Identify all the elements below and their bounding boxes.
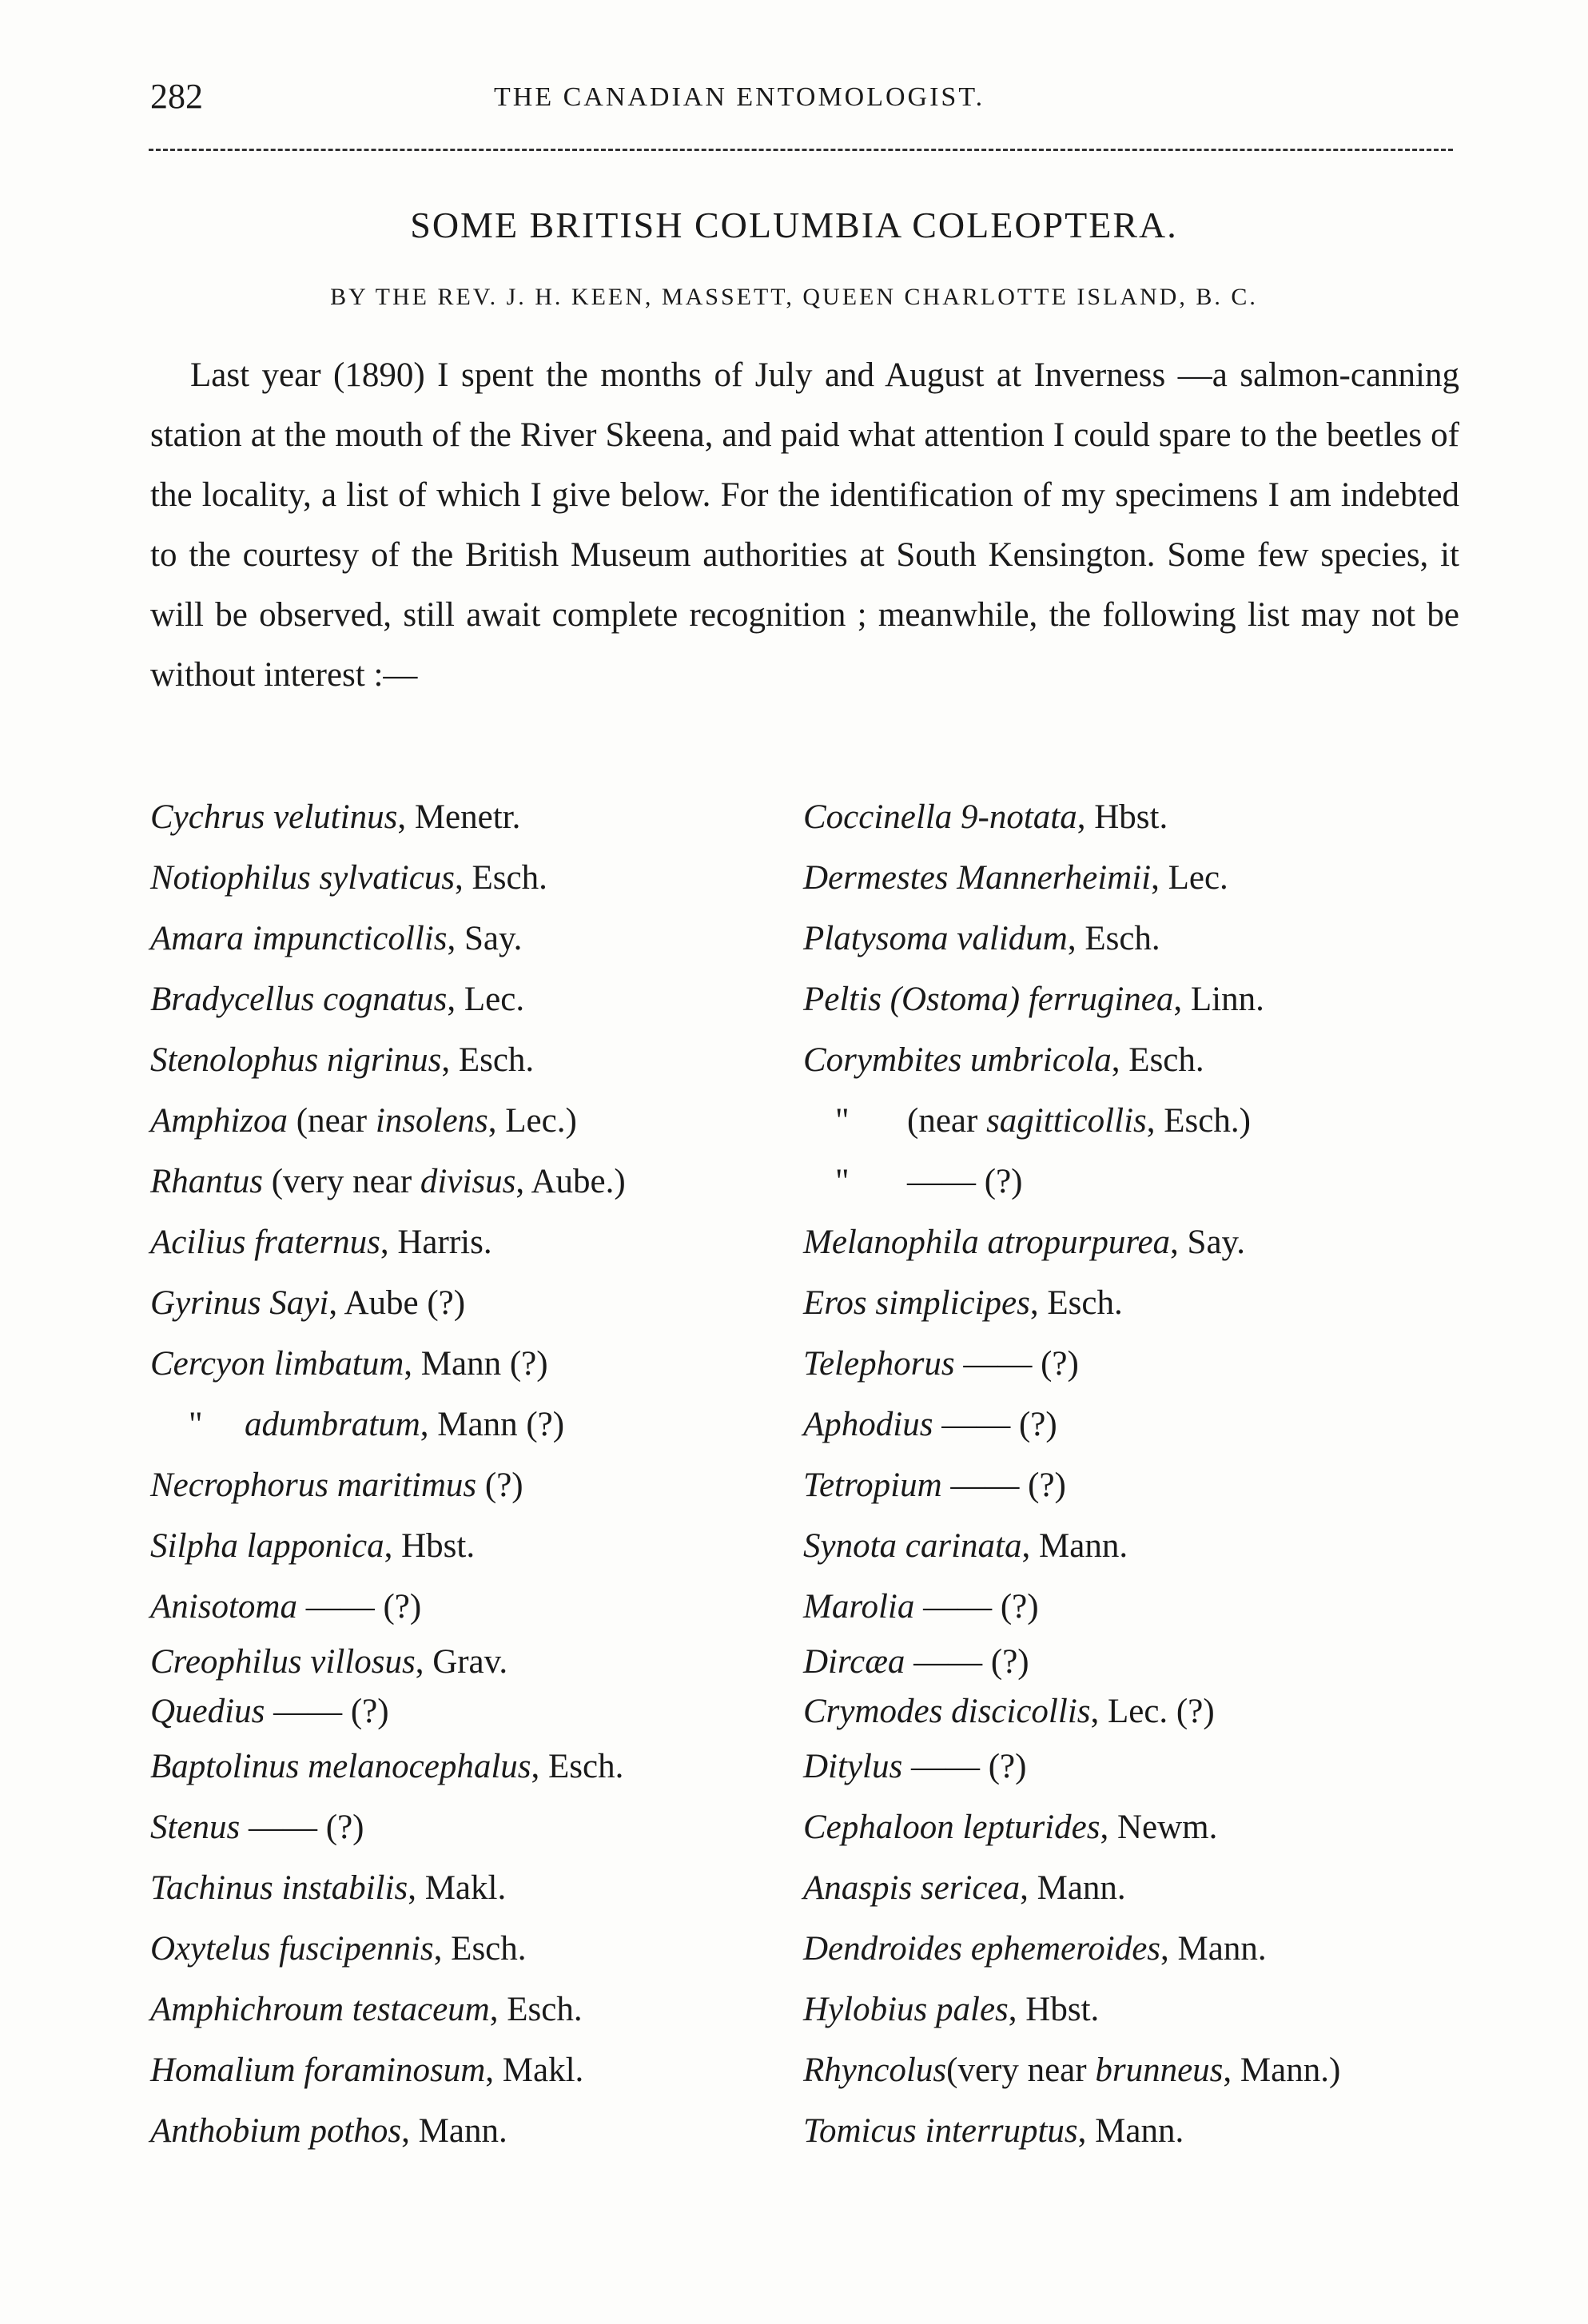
species-name-secondary: divisus <box>420 1163 516 1200</box>
species-name: Anthobium pothos <box>150 2112 402 2150</box>
species-name: Amara impuncticollis <box>150 920 448 957</box>
species-entry <box>150 1577 790 1638</box>
species-entry <box>803 1919 1490 1980</box>
species-name: adumbratum <box>245 1406 420 1443</box>
species-entry <box>803 1334 1490 1395</box>
species-authority: —— (?) <box>240 1809 364 1846</box>
species-name: Hylobius pales <box>803 1991 1009 2028</box>
species-name: Necrophorus maritimus <box>150 1466 477 1504</box>
species-authority-secondary: , Mann.) <box>1223 2051 1341 2089</box>
species-authority: —— (?) <box>902 1748 1027 1785</box>
species-authority: —— (?) <box>933 1406 1057 1443</box>
species-entry <box>150 1334 790 1395</box>
species-entry <box>803 1152 1490 1212</box>
species-name: Telephorus <box>803 1345 955 1383</box>
species-authority: —— (?) <box>297 1588 422 1626</box>
species-authority: , Mann. <box>1160 1930 1267 1968</box>
species-entry <box>803 1273 1490 1334</box>
species-entry <box>150 1152 790 1212</box>
species-name: Dermestes Mannerheimii <box>803 859 1152 897</box>
species-authority: , Mann. <box>1020 1869 1126 1907</box>
species-name: Anisotoma <box>150 1588 297 1626</box>
species-authority: —— (?) <box>941 1466 1066 1504</box>
species-name-secondary: sagitticollis <box>986 1102 1147 1140</box>
species-name: Crymodes discicollis <box>803 1693 1091 1730</box>
species-name: Quedius <box>150 1693 265 1730</box>
species-entry <box>150 1455 790 1516</box>
species-authority: , Mann (?) <box>420 1406 565 1443</box>
species-entry <box>803 1797 1490 1858</box>
species-authority: , Say. <box>447 920 523 957</box>
species-entry <box>803 1030 1490 1091</box>
species-authority: , Menetr. <box>397 798 521 836</box>
article-title: SOME BRITISH COLUMBIA COLEOPTERA. <box>410 205 1178 245</box>
species-authority: , Newm. <box>1100 1809 1218 1846</box>
species-entry <box>150 1212 790 1273</box>
species-authority: , Aube (?) <box>328 1284 466 1322</box>
species-authority-secondary: , Aube.) <box>515 1163 626 1200</box>
species-authority: , Esch. <box>433 1930 527 1968</box>
species-name: Synota carinata <box>803 1527 1022 1565</box>
species-name: Melanophila atropurpurea <box>803 1224 1171 1261</box>
species-entry <box>803 1638 1490 1687</box>
species-name: Silpha lapponica <box>150 1527 384 1565</box>
running-title: THE CANADIAN ENTOMOLOGIST. <box>494 82 985 112</box>
species-entry <box>803 848 1490 909</box>
ditto-mark: " <box>189 1406 203 1443</box>
species-authority: , Hbst. <box>384 1527 476 1565</box>
species-name: Marolia <box>803 1588 915 1626</box>
species-entry <box>803 1516 1490 1577</box>
species-entry <box>150 1273 790 1334</box>
species-authority: , Esch. <box>441 1041 535 1079</box>
species-authority: , Mann. <box>401 2112 507 2150</box>
species-name: Aphodius <box>803 1406 933 1443</box>
species-entry <box>150 848 790 909</box>
species-authority-secondary: , Esch.) <box>1146 1102 1251 1140</box>
species-entry <box>803 1980 1490 2040</box>
species-authority: (very near <box>262 1163 420 1200</box>
species-name: Tetropium <box>803 1466 942 1504</box>
species-entry <box>803 909 1490 969</box>
species-entry <box>150 1638 790 1687</box>
species-entry <box>803 1212 1490 1273</box>
species-entry <box>803 1858 1490 1919</box>
species-name: Amphizoa <box>150 1102 288 1140</box>
species-entry <box>803 1091 1490 1152</box>
species-name: Ditylus <box>803 1748 903 1785</box>
species-entry <box>150 909 790 969</box>
species-authority: , Linn. <box>1173 981 1264 1018</box>
species-name: Cychrus velutinus <box>150 798 398 836</box>
species-authority: , Hbst. <box>1008 1991 1100 2028</box>
species-entry <box>150 1091 790 1152</box>
page-number: 282 <box>150 77 203 116</box>
species-entry <box>150 1687 790 1737</box>
species-entry <box>150 1797 790 1858</box>
species-name: Platysoma validum <box>803 920 1068 957</box>
species-authority: (near <box>288 1102 376 1140</box>
species-entry <box>150 1395 790 1455</box>
species-authority: —— (?) <box>905 1643 1029 1681</box>
species-entry <box>150 1737 790 1797</box>
article-byline: BY THE REV. J. H. KEEN, MASSETT, QUEEN CHARLOTTE ISLAND, B. C. <box>330 284 1258 310</box>
species-name: Rhantus <box>150 1163 263 1200</box>
species-name: Peltis (Ostoma) ferruginea <box>803 981 1174 1018</box>
species-entry <box>150 969 790 1030</box>
species-entry <box>150 787 790 848</box>
species-authority: , Say. <box>1170 1224 1246 1261</box>
species-name: Tachinus instabilis <box>150 1869 408 1907</box>
species-authority: , Lec. <box>447 981 525 1018</box>
species-authority: , Lec. <box>1151 859 1228 897</box>
species-entry <box>150 1858 790 1919</box>
species-authority: , Lec. (?) <box>1090 1693 1215 1730</box>
species-name: Coccinella 9-notata <box>803 798 1077 836</box>
species-entry <box>803 2101 1490 2162</box>
species-authority: (very near <box>946 2051 1096 2089</box>
species-name: Anaspis sericea <box>803 1869 1021 1907</box>
species-name-secondary: brunneus <box>1095 2051 1224 2089</box>
species-name: Dendroides ephemeroides <box>803 1930 1161 1968</box>
species-authority: , Mann. <box>1021 1527 1128 1565</box>
species-authority: , Makl. <box>408 1869 507 1907</box>
species-name: Oxytelus fuscipennis <box>150 1930 434 1968</box>
species-authority: , Mann. <box>1077 2112 1184 2150</box>
species-entry <box>150 2040 790 2101</box>
species-entry <box>803 969 1490 1030</box>
species-entry <box>803 2040 1490 2101</box>
header-rule <box>149 149 1453 151</box>
page-header <box>150 76 1453 124</box>
species-authority: —— (?) <box>265 1693 389 1730</box>
species-entry <box>803 1455 1490 1516</box>
species-authority: —— (?) <box>914 1588 1039 1626</box>
intro-paragraph <box>150 345 1459 705</box>
species-list-right <box>803 787 1490 2162</box>
species-name: Rhyncolus <box>803 2051 947 2089</box>
species-entry <box>150 2101 790 2162</box>
species-name: Stenolophus nigrinus <box>150 1041 442 1079</box>
species-name: Dircæa <box>803 1643 905 1681</box>
species-entry <box>803 1577 1490 1638</box>
species-name: Eros simplicipes <box>803 1284 1030 1322</box>
species-authority: (?) <box>476 1466 523 1504</box>
species-list-left <box>150 787 790 2162</box>
species-entry <box>150 1980 790 2040</box>
species-authority: , Esch. <box>1111 1041 1204 1079</box>
species-name: Amphichroum testaceum <box>150 1991 490 2028</box>
species-name: Cephaloon lepturides <box>803 1809 1100 1846</box>
species-name: Homalium foraminosum <box>150 2051 486 2089</box>
species-entry <box>803 787 1490 848</box>
species-name: Baptolinus melanocephalus <box>150 1748 531 1785</box>
species-entry <box>150 1030 790 1091</box>
intro-text: Last year (1890) I spent the months of July and August at Inverness —a salmon-canning station at the mouth of the River Skeena, and paid what attention I could spare to the beetles of the locality, a list of which I give below. For the identification of my specimens I am indebted to the courtesy of the British Museum authorities at South Kensington. Some few species, it will be observed, still await complete recognition ; meanwhile, the following list may not be without interest :— <box>150 356 1459 694</box>
species-name: Acilius fraternus <box>150 1224 380 1261</box>
species-authority-secondary: , Lec.) <box>488 1102 577 1140</box>
species-authority: (near <box>907 1102 987 1140</box>
species-authority: , Makl. <box>485 2051 584 2089</box>
ditto-mark: " <box>835 1163 850 1200</box>
species-name: Cercyon limbatum <box>150 1345 404 1383</box>
species-name: Tomicus interruptus <box>803 2112 1078 2150</box>
species-authority: , Hbst. <box>1077 798 1168 836</box>
species-authority: , Grav. <box>415 1643 508 1681</box>
species-name: Notiophilus sylvaticus <box>150 859 456 897</box>
species-name-secondary: insolens <box>375 1102 488 1140</box>
species-authority: , Esch. <box>1067 920 1160 957</box>
species-authority: , Esch. <box>531 1748 624 1785</box>
species-entry <box>150 1516 790 1577</box>
species-name: Creophilus villosus <box>150 1643 416 1681</box>
ditto-mark: " <box>835 1102 850 1140</box>
species-authority: , Esch. <box>489 1991 583 2028</box>
species-authority: , Harris. <box>380 1224 492 1261</box>
species-name: Gyrinus Sayi <box>150 1284 329 1322</box>
species-entry <box>803 1395 1490 1455</box>
species-name: Stenus <box>150 1809 241 1846</box>
species-entry <box>803 1687 1490 1737</box>
species-entry <box>803 1737 1490 1797</box>
species-authority: , Esch. <box>455 859 547 897</box>
species-authority: , Esch. <box>1029 1284 1123 1322</box>
species-authority: —— (?) <box>907 1163 1023 1200</box>
species-name: Corymbites umbricola <box>803 1041 1112 1079</box>
species-authority: —— (?) <box>954 1345 1079 1383</box>
species-name: Bradycellus cognatus <box>150 981 448 1018</box>
species-entry <box>150 1919 790 1980</box>
species-authority: , Mann (?) <box>404 1345 548 1383</box>
